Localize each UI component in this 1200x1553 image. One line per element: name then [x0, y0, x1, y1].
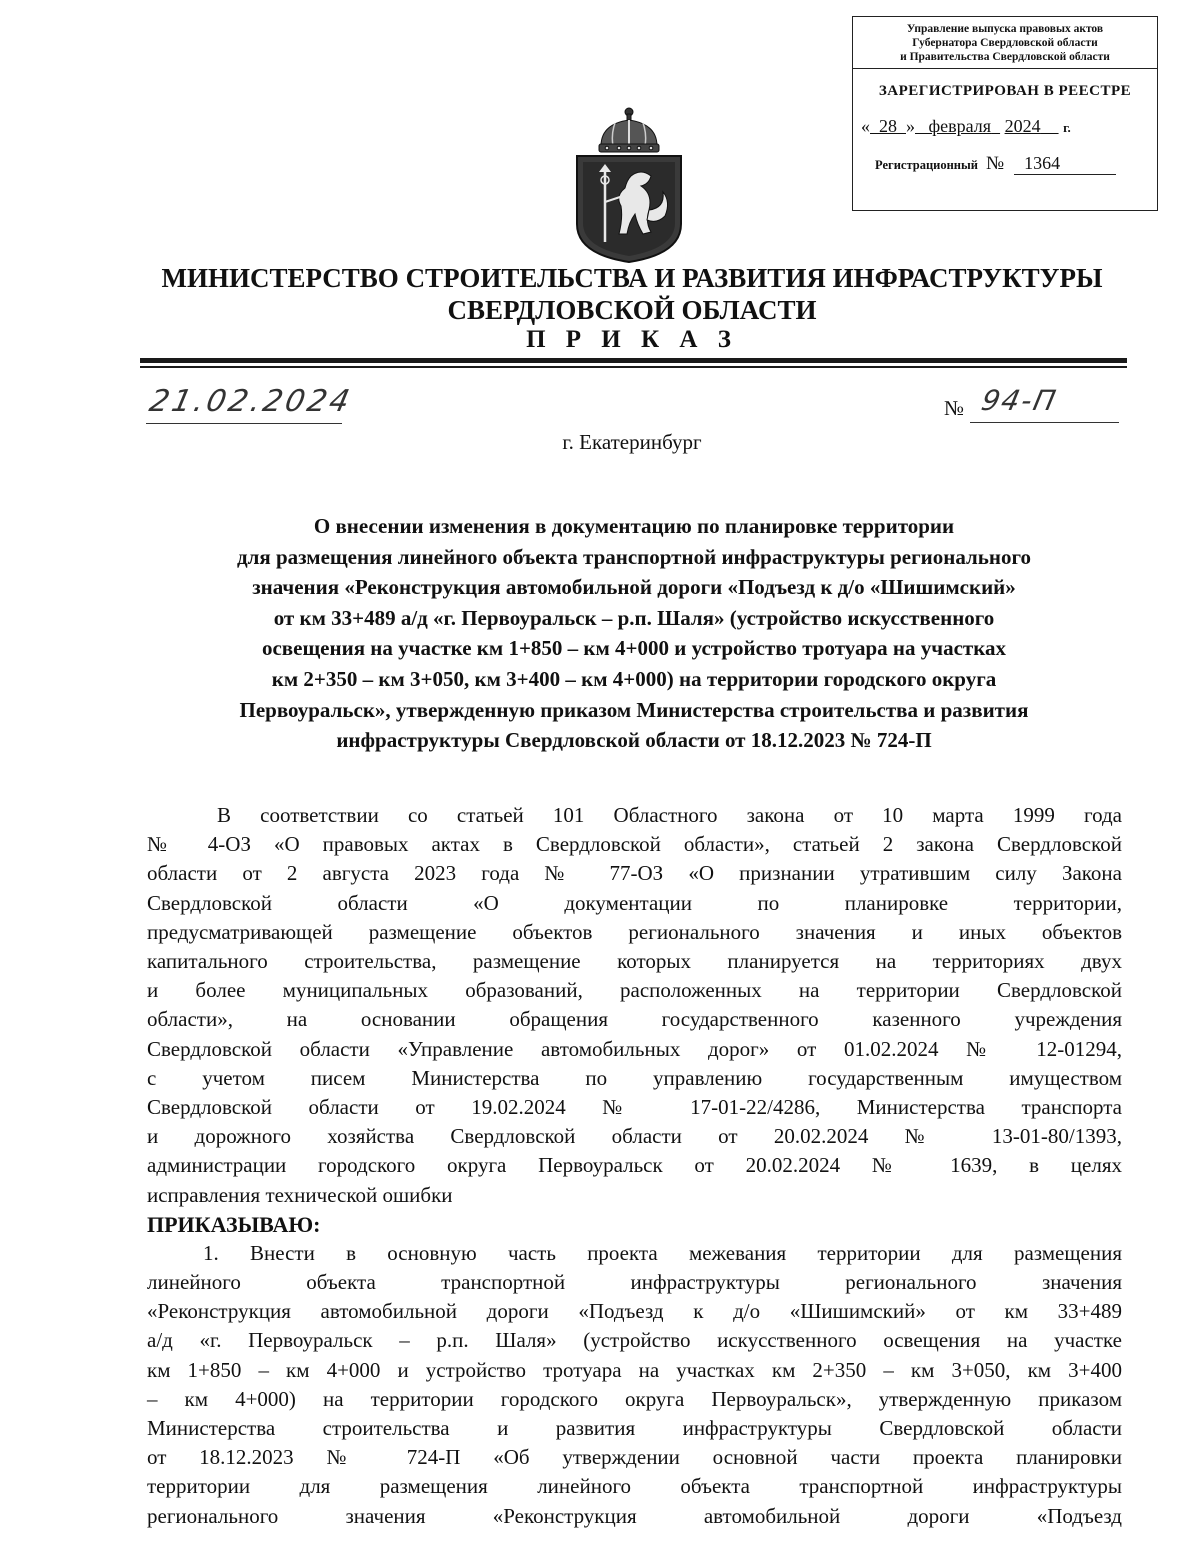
subject-line: км 2+350 – км 3+050, км 3+400 – км 4+000) на территории городского округа: [271, 666, 997, 691]
body-line: № 4-ОЗ «О правовых актах в Свердловской области», статьей 2 закона Свердловской: [147, 832, 1122, 857]
subject-line: значения «Реконструкция автомобильной дороги «Подъезд к д/о «Шишимский»: [252, 575, 1016, 600]
stamp-reg-label: Регистрационный: [875, 158, 978, 172]
body-line: администрации городского округа Первоуральск от 20.02.2024 № 1639, в целях: [147, 1153, 1122, 1178]
date-underline: [146, 423, 342, 424]
ministry-name-line1: МИНИСТЕРСТВО СТРОИТЕЛЬСТВА И РАЗВИТИЯ ИНФРАСТРУКТУРЫ: [161, 263, 1103, 293]
body-line: Свердловской области от 19.02.2024 № 17-01-22/4286, Министерства транспорта: [147, 1095, 1122, 1120]
stamp-office: [853, 17, 1157, 69]
body-line: – км 4+000) на территории городского округа Первоуральск», утвержденную приказом: [147, 1386, 1122, 1411]
stamp-office-line: Губернатора Свердловской области: [912, 37, 1098, 49]
body-line: исправления технической ошибки: [147, 1182, 453, 1207]
body-line: Министерства строительства и развития инфраструктуры Свердловской области: [147, 1416, 1122, 1441]
body-line: и более муниципальных образований, расположенных на территории Свердловской: [147, 978, 1122, 1003]
city: г. Екатеринбург: [562, 430, 702, 454]
preamble-paragraph: [147, 801, 1122, 1210]
stamp-reg-number: 1364: [1014, 153, 1116, 175]
subject-line: Первоуральск», утвержденную приказом Министерства строительства и развития: [239, 697, 1029, 722]
stamp-year-suffix: г.: [1063, 120, 1071, 135]
ministry-name: [0, 262, 1200, 326]
handwritten-order-number: 94-П: [978, 384, 1061, 417]
body-line: 1. Внести в основную часть проекта межевания территории для размещения: [203, 1240, 1122, 1265]
number-underline: [970, 422, 1119, 423]
handwritten-date: 21.02.2024: [146, 384, 356, 419]
subject-line: освещения на участке км 1+850 – км 4+000 и устройство тротуара на участках: [261, 636, 1007, 661]
stamp-registered-label: ЗАРЕГИСТРИРОВАН В РЕЕСТРЕ: [878, 83, 1132, 99]
stamp-reg-number-row: [853, 153, 1157, 175]
stamp-month: февраля: [928, 116, 992, 136]
stamp-date: « 28 » февраля 2024 г.: [861, 116, 1071, 136]
body-line: и дорожного хозяйства Свердловской области от 20.02.2024 № 13-01-80/1393,: [147, 1124, 1122, 1149]
body-line: области», на основании обращения государственного казенного учреждения: [147, 1007, 1122, 1032]
subject-line: инфраструктуры Свердловской области от 18.12.2023 № 724-П: [336, 728, 932, 753]
order-item-1: [147, 1239, 1122, 1531]
body-line: предусматривающей размещение объектов регионального значения и иных объектов: [147, 919, 1122, 944]
body-line: территории для размещения линейного объекта транспортной инфраструктуры: [147, 1474, 1122, 1499]
coat-of-arms-icon: [571, 106, 687, 264]
body-line: линейного объекта транспортной инфраструктуры регионального значения: [147, 1270, 1122, 1295]
ministry-name-line2: СВЕРДЛОВСКОЙ ОБЛАСТИ: [447, 295, 817, 325]
order-body: [147, 801, 1122, 1531]
order-directive: ПРИКАЗЫВАЮ:: [147, 1211, 321, 1237]
stamp-year: 2024: [1004, 116, 1041, 136]
body-line: капитального строительства, размещение которых планируется на территориях двух: [147, 949, 1122, 974]
body-line: а/д «г. Первоуральск – р.п. Шаля» (устройство искусственного освещения на участке: [147, 1328, 1122, 1353]
order-subject: [148, 511, 1120, 756]
header-divider-thin: [140, 366, 1127, 368]
subject-line: О внесении изменения в документацию по планировке территории: [313, 514, 955, 538]
body-line: от 18.12.2023 № 724-П «Об утверждении основной части проекта планировки: [147, 1445, 1122, 1470]
stamp-reg-sign: №: [985, 153, 1005, 174]
stamp-office-line: и Правительства Свердловской области: [900, 51, 1110, 63]
body-line: «Реконструкция автомобильной дороги «Подъезд к д/о «Шишимский» от км 33+489: [147, 1299, 1122, 1324]
document-type: П Р И К А З: [526, 326, 738, 353]
body-line: В соответствии со статьей 101 Областного закона от 10 марта 1999 года: [217, 803, 1122, 827]
subject-line: для размещения линейного объекта транспортной инфраструктуры регионального: [236, 544, 1032, 569]
body-line: Свердловской области «Управление автомобильных дорог» от 01.02.2024 № 12-01294,: [147, 1036, 1122, 1061]
body-line: км 1+850 – км 4+000 и устройство тротуара на участках км 2+350 – км 3+050, км 3+400: [147, 1357, 1122, 1382]
stamp-office-line: Управление выпуска правовых актов: [906, 23, 1104, 35]
subject-line: от км 33+489 а/д «г. Первоуральск – р.п. Шаля» (устройство искусственного: [273, 605, 995, 630]
body-line: области от 2 августа 2023 года № 77-ОЗ «О признании утратившим силу Закона: [147, 861, 1122, 886]
body-line: с учетом писем Министерства по управлению государственным имуществом: [147, 1065, 1122, 1090]
registration-stamp: [852, 16, 1158, 211]
body-line: Свердловской области «О документации по планировке территории,: [147, 890, 1122, 915]
order-number-sign: №: [944, 396, 965, 420]
header-divider-thick: [140, 358, 1127, 363]
stamp-day: 28: [879, 116, 897, 136]
body-line: регионального значения «Реконструкция автомобильной дороги «Подъезд: [147, 1503, 1122, 1528]
